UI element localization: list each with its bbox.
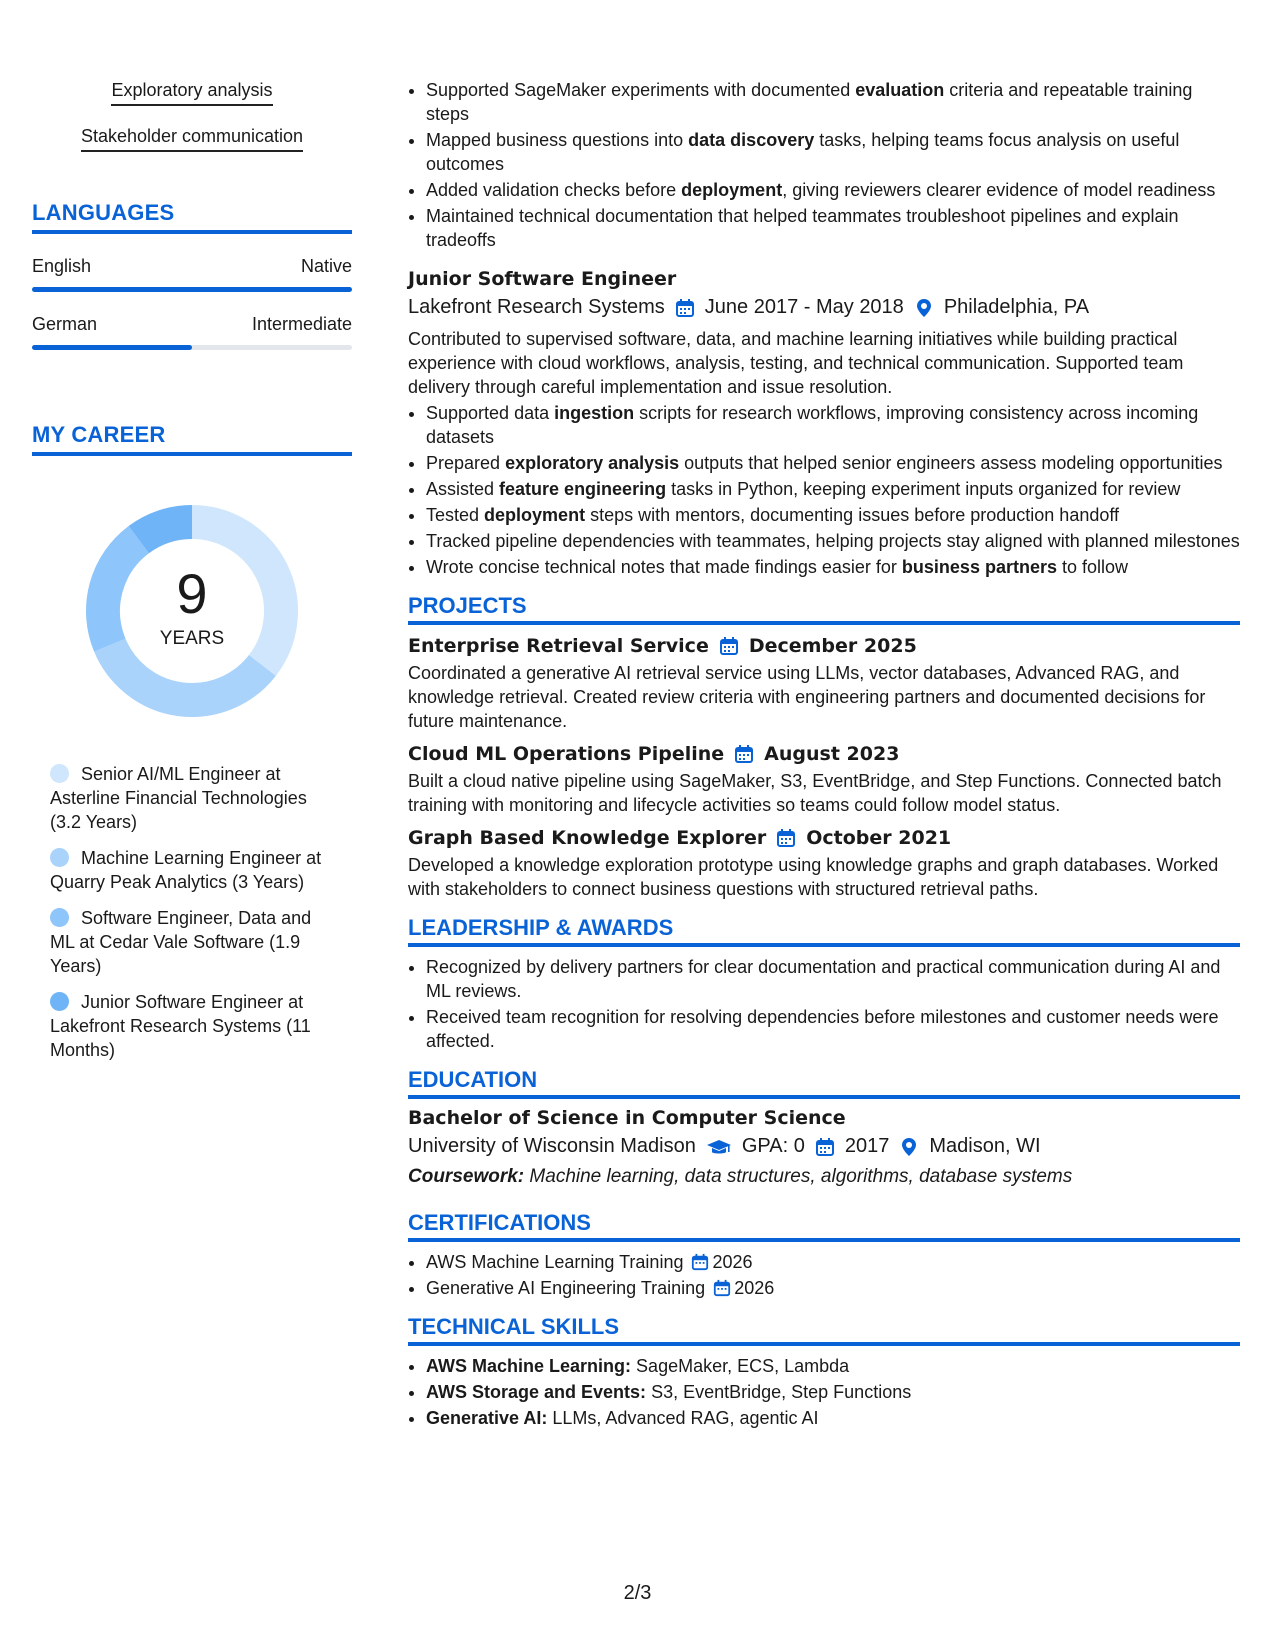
job-summary: Contributed to supervised software, data, and machine learning initiatives while building practical experience with cloud workflows, analysis, testing, and technical communication. Supported team delivery through careful implementation and issue resolution. <box>408 329 1184 397</box>
project-date: December 2025 <box>748 635 917 657</box>
location-pin-icon <box>914 298 934 318</box>
project-description: Coordinated a generative AI retrieval service using LLMs, vector databases, Advanced RAG, and knowledge retrieval. Created review criteria with engineering partners and documented decisions for future maintenance. <box>408 663 1206 731</box>
technical-skill-item: • Generative AI: LLMs, Advanced RAG, agentic AI <box>426 1406 1240 1430</box>
project-title: Cloud ML Operations Pipeline <box>408 743 725 765</box>
skill-item: Stakeholder communication <box>81 126 303 152</box>
technical-skills-heading: TECHNICAL SKILLS <box>408 1314 1240 1346</box>
legend-dot-icon <box>50 848 69 867</box>
project-description: Developed a knowledge exploration prototype using knowledge graphs and graph databases. Worked with stakeholders to connect business questions with structured retrieval paths. <box>408 855 1219 899</box>
job-title: Junior Software Engineer <box>408 268 677 290</box>
gpa: GPA: 0 <box>741 1135 805 1157</box>
project-date: October 2021 <box>806 827 952 849</box>
project-title: Enterprise Retrieval Service <box>408 635 709 657</box>
calendar-icon <box>776 828 796 848</box>
project-entry <box>408 827 1240 901</box>
calendar-icon <box>719 636 739 656</box>
skill-item: Exploratory analysis <box>111 80 272 106</box>
career-heading: MY CAREER <box>32 422 352 456</box>
language-entry <box>32 256 352 292</box>
bullet-item: • Supported data ingestion scripts for research workflows, improving consistency across incoming datasets <box>426 401 1240 449</box>
page-number: 2/3 <box>623 1582 652 1604</box>
language-level: Native <box>300 256 352 276</box>
job-location: Philadelphia, PA <box>943 296 1090 318</box>
education-meta <box>408 1135 1240 1158</box>
technical-skill-item: • AWS Storage and Events: S3, EventBridge, Step Functions <box>426 1380 1240 1404</box>
language-proficiency-bar <box>32 287 352 292</box>
calendar-icon <box>675 298 695 318</box>
donut-segment <box>139 522 192 540</box>
leadership-list <box>408 955 1240 1053</box>
language-entry <box>32 314 352 350</box>
language-level: Intermediate <box>251 314 352 334</box>
calendar-icon <box>691 1253 709 1271</box>
leadership-item: • Received team recognition for resolving dependencies before milestones and customer needs were affected. <box>426 1005 1240 1053</box>
job-dates: June 2017 - May 2018 <box>704 296 904 318</box>
legend-dot-icon <box>50 908 69 927</box>
calendar-icon <box>815 1137 835 1157</box>
calendar-icon <box>713 1279 731 1297</box>
donut-segment <box>110 645 263 700</box>
bullet-item: • Wrote concise technical notes that made findings easier for business partners to follow <box>426 555 1240 579</box>
career-donut <box>77 496 307 726</box>
bullet-item: • Maintained technical documentation that helped teammates troubleshoot pipelines and explain tradeoffs <box>426 204 1240 252</box>
certifications-list <box>408 1250 1240 1300</box>
project-title: Graph Based Knowledge Explorer <box>408 827 767 849</box>
calendar-icon <box>734 744 754 764</box>
leadership-item: • Recognized by delivery partners for clear documentation and practical communication during AI and ML reviews. <box>426 955 1240 1003</box>
bullet-item: • Prepared exploratory analysis outputs that helped senior engineers assess modeling opportunities <box>426 451 1240 475</box>
technical-skill-item: • AWS Machine Learning: SageMaker, ECS, Lambda <box>426 1354 1240 1378</box>
project-entry <box>408 743 1240 817</box>
career-total: 9 <box>176 562 208 625</box>
certifications-heading: CERTIFICATIONS <box>408 1210 1240 1242</box>
job-bullets <box>408 401 1240 579</box>
degree-title: Bachelor of Science in Computer Science <box>408 1107 846 1129</box>
language-name: German <box>32 314 98 334</box>
career-unit: YEARS <box>159 628 225 649</box>
bullet-item: • Mapped business questions into data discovery tasks, helping teams focus analysis on useful outcomes <box>426 128 1240 176</box>
experience-bullets <box>408 78 1240 252</box>
career-legend-item: Machine Learning Engineer at Quarry Peak Analytics (3 Years) <box>50 848 322 892</box>
career-legend-item: Junior Software Engineer at Lakefront Research Systems (11 Months) <box>50 992 311 1060</box>
bullet-item: • Added validation checks before deployment, giving reviewers clearer evidence of model readiness <box>426 178 1240 202</box>
career-legend-item: Software Engineer, Data and ML at Cedar Vale Software (1.9 Years) <box>50 908 312 976</box>
career-legend-item: Senior AI/ML Engineer at Asterline Financial Technologies (3.2 Years) <box>50 764 307 832</box>
school-location: Madison, WI <box>929 1135 1041 1157</box>
bullet-item: • Supported SageMaker experiments with documented evaluation criteria and repeatable training steps <box>426 78 1240 126</box>
legend-dot-icon <box>50 764 69 783</box>
project-date: August 2023 <box>764 743 900 765</box>
bullet-item: • Tracked pipeline dependencies with teammates, helping projects stay aligned with planned milestones <box>426 529 1240 553</box>
left-column <box>32 80 352 1074</box>
education-heading: EDUCATION <box>408 1067 1240 1099</box>
certification-item: • AWS Machine Learning Training 2026 <box>426 1250 1240 1274</box>
project-entry <box>408 635 1240 733</box>
language-name: English <box>32 256 92 276</box>
coursework: Coursework: Machine learning, data structures, algorithms, database systems <box>408 1166 1073 1187</box>
bullet-item: • Tested deployment steps with mentors, documenting issues before production handoff <box>426 503 1240 527</box>
legend-dot-icon <box>50 992 69 1011</box>
right-column <box>408 78 1240 1432</box>
languages-heading: LANGUAGES <box>32 200 352 234</box>
bullet-item: • Assisted feature engineering tasks in Python, keeping experiment inputs organized for review <box>426 477 1240 501</box>
graduation-cap-icon <box>706 1137 732 1157</box>
technical-skills-list <box>408 1354 1240 1430</box>
project-description: Built a cloud native pipeline using SageMaker, S3, EventBridge, and Step Functions. Connected batch training with monitoring and lifecycle activities so teams could follow model status. <box>408 771 1222 815</box>
school-name: University of Wisconsin Madison <box>408 1135 696 1157</box>
job-meta <box>408 296 1240 319</box>
graduation-year: 2017 <box>844 1135 890 1157</box>
company-name: Lakefront Research Systems <box>408 296 665 318</box>
projects-heading: PROJECTS <box>408 593 1240 625</box>
leadership-heading: LEADERSHIP & AWARDS <box>408 915 1240 947</box>
location-pin-icon <box>899 1137 919 1157</box>
certification-item: • Generative AI Engineering Training 2026 <box>426 1276 1240 1300</box>
career-legend <box>50 762 330 1062</box>
language-proficiency-bar <box>32 345 352 350</box>
projects-list <box>408 635 1240 901</box>
